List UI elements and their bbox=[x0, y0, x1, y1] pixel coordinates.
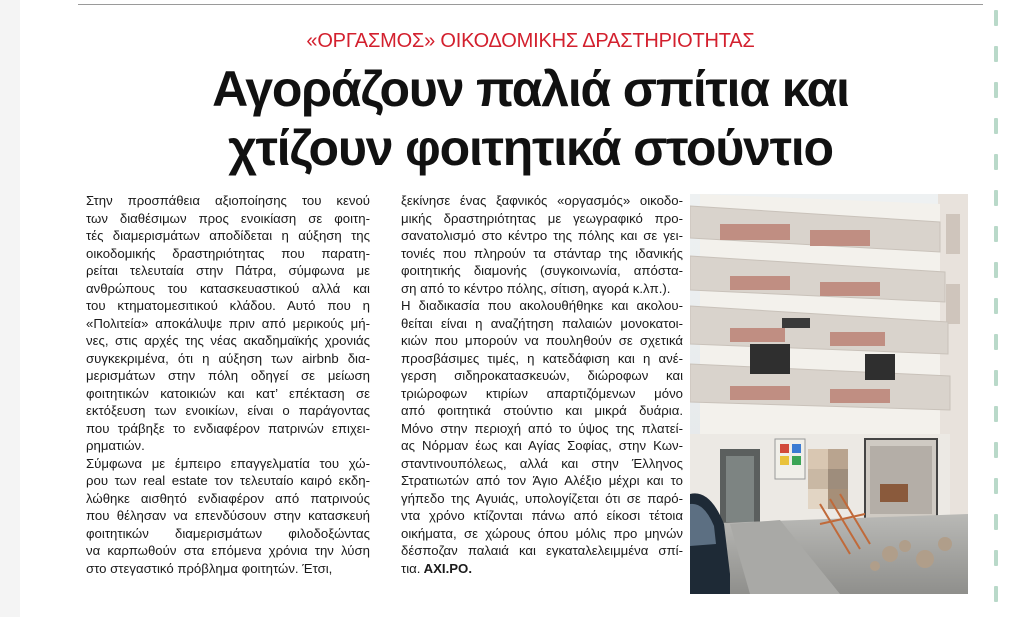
text-line: ρείται τελευταία στην Πάτρα, σύμφωνα με bbox=[86, 263, 370, 278]
margin-dash bbox=[994, 586, 998, 602]
decorative-dash-column bbox=[994, 4, 1000, 614]
text-line: που θέλησαν να επενδύσουν στην κατασκευή bbox=[86, 508, 370, 523]
text-line: τονιές που πληρούν τα στάνταρ της ιδανικής bbox=[401, 245, 683, 261]
text-line: οικήματα, σε χώρους όπου μόλις προ μηνών bbox=[401, 525, 683, 541]
text-line: Μόνο στην περιοχή από το ύψος της πλατεί- bbox=[401, 420, 683, 436]
text-line: λώθηκε αισθητό ενδιαφέρον από πατρινούς bbox=[86, 490, 370, 506]
text-line: Σύμφωνα με έμπειρο επαγγελματία του χώ- bbox=[86, 455, 370, 471]
margin-dash bbox=[994, 226, 998, 242]
margin-dash bbox=[994, 118, 998, 134]
text-line: εκτόξευση των ενοικίων, είναι ο παράγοντας bbox=[86, 403, 370, 418]
text-line: Η διαδικασία που ακολουθήθηκε και ακολου- bbox=[401, 298, 683, 313]
text-line: που τράβηξε το ενδιαφέρον πατρινών επιχει- bbox=[86, 420, 370, 436]
headline-line-1: Αγοράζουν παλιά σπίτια και bbox=[212, 61, 849, 117]
margin-dash bbox=[994, 442, 998, 458]
margin-dash bbox=[994, 262, 998, 278]
article-kicker: «ΟΡΓΑΣΜΟΣ» ΟΙΚΟΔΟΜΙΚΗΣ ΔΡΑΣΤΗΡΙΟΤΗΤΑΣ bbox=[306, 30, 755, 52]
building-photo bbox=[690, 194, 968, 594]
text-line: ση από το κέντρο πόλης, σίτιση, αγορά κ.λπ.). bbox=[401, 280, 671, 296]
text-line: ξεκίνησε ένας ξαφνικός «οργασμός» οικοδο- bbox=[401, 193, 683, 208]
margin-dash bbox=[994, 154, 998, 170]
margin-dash bbox=[994, 370, 998, 386]
margin-dash bbox=[994, 46, 998, 62]
margin-dash bbox=[994, 190, 998, 206]
text-line: φοιτητικής διαμονής (συγκοινωνία, απόστα- bbox=[401, 263, 683, 278]
text-line: τριώροφων κτιρίων απαρτιζόμενων μόνο bbox=[401, 385, 683, 401]
text-line: οικοδομικής δραστηριότητας που παρατη- bbox=[86, 245, 370, 261]
margin-dash bbox=[994, 406, 998, 422]
text-line: «Πολιτεία» αποκάλυψε πριν από μερικούς μή- bbox=[86, 315, 370, 331]
text-line: των διαθέσιμων προς ενοικίαση σε φοιτη- bbox=[86, 210, 370, 226]
text-line: ας Νόρμαν έως και Αγίας Σοφίας, στην Κων- bbox=[401, 438, 683, 453]
margin-dash bbox=[994, 334, 998, 350]
text-line: ανθρώπους του κατασκευαστικού αλλά και bbox=[86, 280, 370, 296]
text-line: φοιτητικών διαμερισμάτων φιλοδοξώντας bbox=[86, 525, 370, 541]
text-line: του κτηματομεσιτικού κλάδου. Αυτό που η bbox=[86, 298, 370, 313]
text-line: φοιτητικών κατοικιών και κατ’ επέκταση σε bbox=[86, 385, 370, 401]
text-line: Στην προσπάθεια αξιοποίησης του κενού bbox=[86, 193, 370, 208]
text-line: ρου των real estate τον τελευταίο καιρό εκδη- bbox=[86, 473, 370, 488]
text-line: θείται είναι η αναζήτηση παλαιών μονοκατοι- bbox=[401, 315, 683, 331]
text-line: προσβάσιμες τιμές, η κατεδάφιση και η ανέ- bbox=[401, 350, 683, 366]
right-margin-panel bbox=[983, 0, 1024, 617]
text-line: ρηματιών. bbox=[86, 438, 145, 453]
text-line: γερση σιδηροκατασκευών, διώροφων και bbox=[401, 368, 683, 383]
text-line: δέσποζαν παλαιά και εγκαταλελειμμένα σπί- bbox=[401, 543, 683, 558]
text-line: μερισμάτων στην πόλη οδηγεί σε μείωση bbox=[86, 368, 370, 383]
margin-dash bbox=[994, 298, 998, 314]
text-line: Στρατιωτών από τον Άγιο Αλέξιο μέχρι και το bbox=[401, 473, 683, 488]
text-line: στο στεγαστικό πρόβλημα φοιτητών. Έτσι, bbox=[86, 560, 333, 576]
article-column-1 bbox=[86, 192, 370, 577]
text-line: τια. ΑΧΙ.ΡΟ. bbox=[401, 560, 472, 576]
margin-dash bbox=[994, 478, 998, 494]
article-column-2 bbox=[401, 192, 683, 577]
text-line: σανατολισμό στο κέντρο της πόλης και σε γει- bbox=[401, 228, 683, 243]
article-headline bbox=[78, 60, 983, 178]
text-line: μικής δραστηριότητας με γεωγραφικό προ- bbox=[401, 210, 683, 226]
headline-line-2: χτίζουν φοιτητικά στούντιο bbox=[228, 120, 833, 176]
top-rule bbox=[78, 4, 983, 5]
text-line: νες, στις αρχές της νέας ακαδημαϊκής χρονιάς bbox=[86, 333, 370, 348]
text-line: συγκεκριμένα, ότι η αύξηση των airbnb δια- bbox=[86, 350, 370, 366]
author-signature: ΑΧΙ.ΡΟ. bbox=[420, 560, 472, 576]
text-line: από φοιτητικά στούντιο και μικρά δυάρια. bbox=[401, 403, 683, 418]
text-line: να καρπωθούν στα επόμενα χρόνια την λύση bbox=[86, 543, 370, 558]
text-line: γήπεδο της Αγυιάς, υπολογίζεται ότι σε παρό- bbox=[401, 490, 683, 506]
margin-dash bbox=[994, 550, 998, 566]
text-line: τές διαμερισμάτων αποδίδεται η αύξηση της bbox=[86, 228, 370, 243]
margin-dash bbox=[994, 82, 998, 98]
margin-dash bbox=[994, 10, 998, 26]
text-line: ντα χρόνο κτίζονται πάνω από είκοσι τέτοια bbox=[401, 508, 683, 523]
margin-dash bbox=[994, 514, 998, 530]
text-line: κιών που μπορούν να πουληθούν σε σχετικά bbox=[401, 333, 683, 348]
page-edge bbox=[0, 0, 20, 617]
text-line: σταντινουπόλεως, αλλά και στην Έλληνος bbox=[401, 455, 683, 471]
